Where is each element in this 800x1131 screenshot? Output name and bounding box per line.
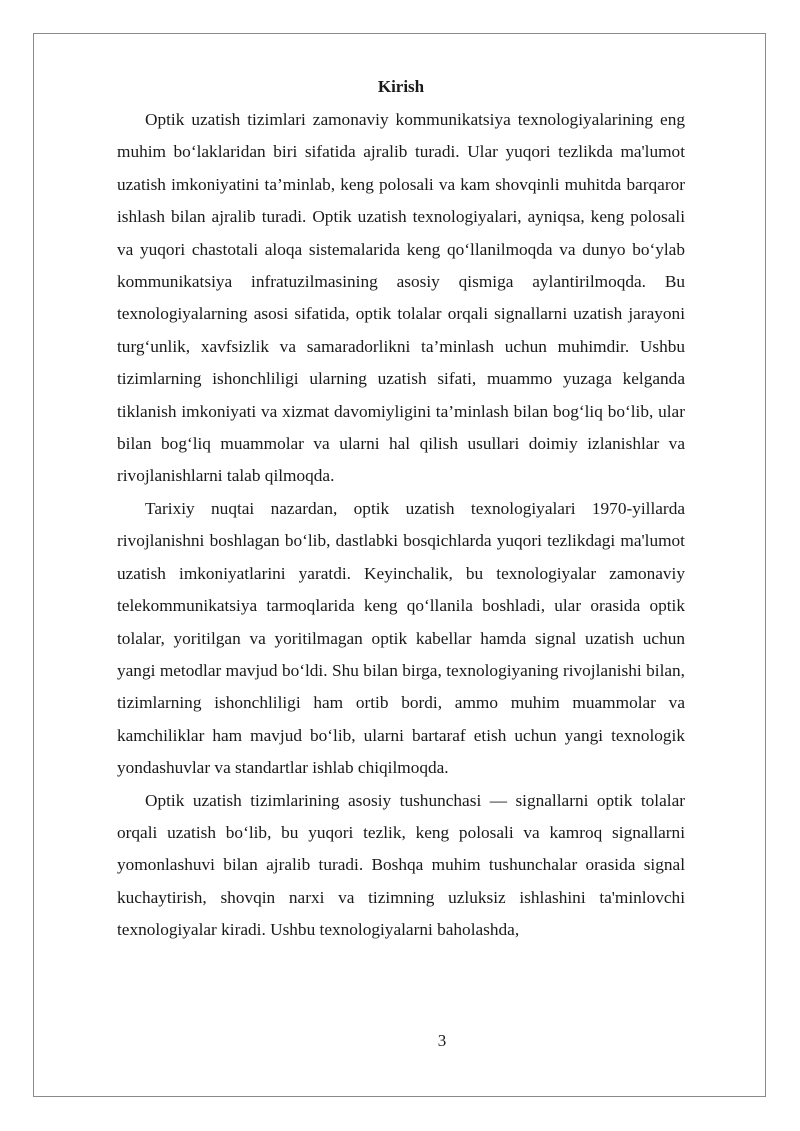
paragraph-2: Tarixiy nuqtai nazardan, optik uzatish texnologiyalari 1970-yillarda rivojlanishni boshlagan bo‘lib, dastlabki bosqichlarda yuqori tezlikdagi ma'lumot uzatish imkoniyatlarini yaratdi. Keyinchalik, bu texnologiyalar zamonaviy telekommunikatsiya tarmoqlarida keng qo‘llanila boshladi, ular orasida optik tolalar, yoritilgan va yoritilmagan optik kabellar hamda signal uzatish uchun yangi metodlar mavjud bo‘ldi. Shu bilan birga, texnologiyaning rivojlanishi bilan, tizimlarning ishonchliligi ham ortib bordi, ammo muhim muammolar va kamchiliklar ham mavjud bo‘lib, ularni bartaraf etish uchun yangi texnologik yondashuvlar va standartlar ishlab chiqilmoqda.: [117, 498, 685, 778]
document-body: [117, 75, 685, 947]
paragraph-3: Optik uzatish tizimlarining asosiy tushunchasi — signallarni optik tolalar orqali uzatish bo‘lib, bu yuqori tezlik, keng polosali va kamroq signallarni yomonlashuvi bilan ajralib turadi. Boshqa muhim tushunchalar orasida signal kuchaytirish, shovqin narxi va tizimning uzluksiz ishlashini ta'minlovchi texnologiyalar kiradi. Ushbu texnologiyalarni baholashda,: [117, 790, 685, 940]
paragraph-1: Optik uzatish tizimlari zamonaviy kommunikatsiya texnologiyalarining eng muhim bo‘laklaridan biri sifatida ajralib turadi. Ular yuqori tezlikda ma'lumot uzatish imkoniyatini ta’minlab, keng polosali va kam shovqinli muhitda barqaror ishlash bilan ajralib turadi. Optik uzatish texnologiyalari, ayniqsa, keng polosali va yuqori chastotali aloqa sistemalarida keng qo‘llanilmoqda va dunyo bo‘ylab kommunikatsiya infratuzilmasining asosiy qismiga aylantirilmoqda. Bu texnologiyalarning asosi sifatida, optik tolalar orqali signallarni uzatish jarayoni turg‘unlik, xavfsizlik va samaradorlikni ta’minlash uchun muhimdir. Ushbu tizimlarning ishonchliligi ularning uzatish sifati, muammo yuzaga kelganda tiklanish imkoniyati va xizmat davomiyligini ta’minlash bilan bog‘liq bo‘lib, ular bilan bog‘liq muammolar va ularni hal qilish usullari doimiy izlanishlar va rivojlanishlarni talab qilmoqda.: [117, 110, 685, 486]
page-number: 3: [437, 1031, 447, 1050]
section-title: Kirish: [377, 77, 425, 96]
